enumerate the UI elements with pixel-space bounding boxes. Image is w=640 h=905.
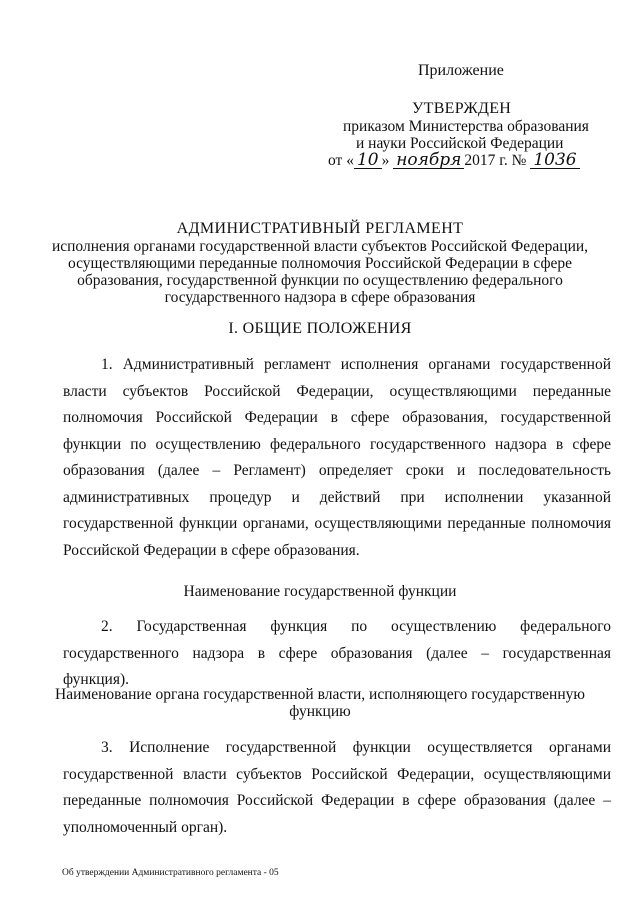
paragraph-1: [63, 352, 611, 564]
paragraph-3: [63, 735, 611, 841]
subheading-function-name: Наименование государственной функции: [183, 583, 457, 600]
subtitle-line: исполнения органами государственной власти субъектов Российской Федерации,: [51, 238, 589, 255]
order-number: 1036: [530, 153, 579, 169]
annex-label: Приложение: [418, 62, 504, 79]
subheading-line: Наименование органа государственной власти, исполняющего государственную: [55, 686, 585, 703]
section-heading: I. ОБЩИЕ ПОЛОЖЕНИЯ: [228, 320, 412, 337]
date-mid: »: [381, 152, 390, 169]
date-prefix: от «: [328, 152, 354, 169]
order-line-2: и науки Российской Федерации: [356, 135, 564, 152]
order-date-line: [328, 152, 580, 170]
subtitle-line: образования, государственной функции по осуществлению федерального: [77, 272, 563, 289]
order-line-1: приказом Министерства образования: [343, 118, 589, 135]
regulation-subtitle: [40, 238, 600, 306]
approved-label: УТВЕРЖДЕН: [412, 100, 512, 117]
paragraph-2: [63, 614, 611, 694]
date-month: ноября: [393, 153, 464, 169]
subtitle-line: осуществляющими переданные полномочия Российской Федерации в сфере: [67, 255, 573, 272]
regulation-title: АДМИНИСТРАТИВНЫЙ РЕГЛАМЕНТ: [176, 220, 464, 237]
paragraph-2-text: 2. Государственная функция по осуществлению федерального государственного надзора в сфере образования (далее – государственная функция).: [63, 618, 611, 688]
subheading-line: функцию: [289, 703, 351, 720]
date-year: 2017 г. №: [464, 152, 527, 169]
paragraph-1-text: 1. Административный регламент исполнения органами государственной власти субъектов Российской Федерации, осуществляющими переданные полномочия Российской Федерации в сфере образования, государственной функции по осуществлению федерального государственного надзора в сфере образования (далее – Регламент) определяет сроки и последовательность административных процедур и действий при исполнении указанной государственной функции органами, осуществляющими переданные полномочия Российской Федерации в сфере образования.: [63, 356, 611, 559]
subtitle-line: государственного надзора в сфере образования: [164, 289, 476, 306]
date-day: 10: [354, 153, 382, 169]
page-footer: Об утверждении Административного регламента - 05: [62, 868, 279, 878]
subheading-authority-name: [40, 686, 600, 720]
paragraph-3-text: 3. Исполнение государственной функции осуществляется органами государственной власти субъектов Российской Федерации, осуществляющими переданные полномочия Российской Федерации в сфере образования (далее – уполномоченный орган).: [63, 739, 611, 836]
